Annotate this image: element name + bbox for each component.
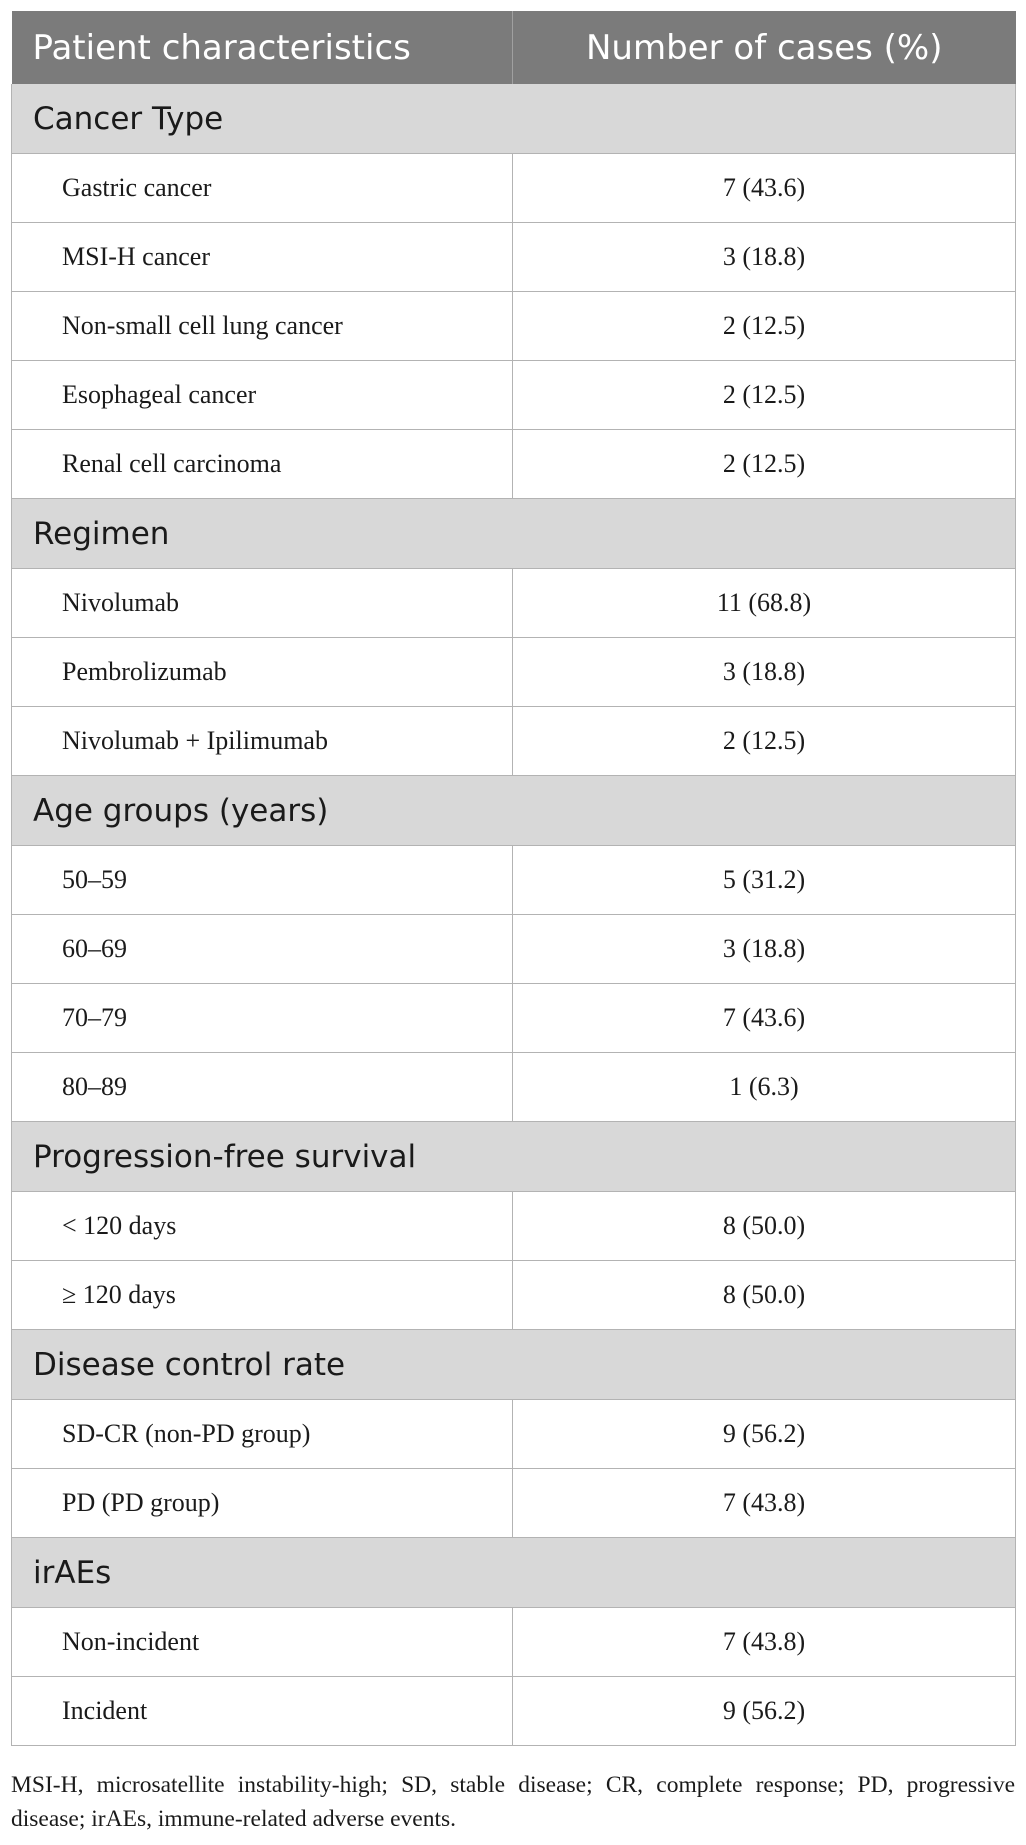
table-row xyxy=(12,1608,1016,1677)
group-row xyxy=(12,1538,1016,1608)
group-row xyxy=(12,1330,1016,1400)
row-label: 60–69 xyxy=(12,915,513,984)
row-value: 9 (56.2) xyxy=(513,1677,1016,1746)
table-row xyxy=(12,223,1016,292)
header-patient-characteristics: Patient characteristics xyxy=(12,11,513,84)
row-label: Non-small cell lung cancer xyxy=(12,292,513,361)
group-title: Cancer Type xyxy=(12,84,1016,154)
row-value: 2 (12.5) xyxy=(513,707,1016,776)
table-row xyxy=(12,154,1016,223)
group-title: Regimen xyxy=(12,499,1016,569)
table-body xyxy=(12,84,1016,1746)
group-row xyxy=(12,84,1016,154)
table-row xyxy=(12,846,1016,915)
table-row xyxy=(12,430,1016,499)
row-label: Incident xyxy=(12,1677,513,1746)
row-label: Nivolumab xyxy=(12,569,513,638)
row-value: 8 (50.0) xyxy=(513,1192,1016,1261)
row-label: Renal cell carcinoma xyxy=(12,430,513,499)
row-value: 7 (43.6) xyxy=(513,984,1016,1053)
row-label: MSI-H cancer xyxy=(12,223,513,292)
row-label: 70–79 xyxy=(12,984,513,1053)
header-number-of-cases: Number of cases (%) xyxy=(513,11,1016,84)
table-footnote: MSI-H, microsatellite instability-high; SD, stable disease; CR, complete response; PD, progressive disease; irAEs, immune-related adverse events. xyxy=(11,1772,1015,1832)
row-value: 2 (12.5) xyxy=(513,361,1016,430)
row-label: Gastric cancer xyxy=(12,154,513,223)
row-label: 50–59 xyxy=(12,846,513,915)
table-row xyxy=(12,1192,1016,1261)
row-value: 2 (12.5) xyxy=(513,430,1016,499)
patient-characteristics-table xyxy=(11,11,1016,1746)
row-value: 3 (18.8) xyxy=(513,915,1016,984)
table-row xyxy=(12,1053,1016,1122)
row-value: 11 (68.8) xyxy=(513,569,1016,638)
table-row xyxy=(12,1469,1016,1538)
row-value: 7 (43.8) xyxy=(513,1608,1016,1677)
table-header xyxy=(12,11,1016,84)
row-label: Pembrolizumab xyxy=(12,638,513,707)
row-value: 3 (18.8) xyxy=(513,638,1016,707)
table-row xyxy=(12,984,1016,1053)
table-row xyxy=(12,1400,1016,1469)
row-value: 7 (43.6) xyxy=(513,154,1016,223)
row-label: PD (PD group) xyxy=(12,1469,513,1538)
row-value: 7 (43.8) xyxy=(513,1469,1016,1538)
row-label: < 120 days xyxy=(12,1192,513,1261)
row-value: 3 (18.8) xyxy=(513,223,1016,292)
table-row xyxy=(12,707,1016,776)
row-label: 80–89 xyxy=(12,1053,513,1122)
table-row xyxy=(12,292,1016,361)
row-label: Esophageal cancer xyxy=(12,361,513,430)
table-row xyxy=(12,1261,1016,1330)
group-title: Progression-free survival xyxy=(12,1122,1016,1192)
group-row xyxy=(12,776,1016,846)
characteristics-table-container xyxy=(11,11,1015,1746)
row-value: 2 (12.5) xyxy=(513,292,1016,361)
group-row xyxy=(12,499,1016,569)
table-row xyxy=(12,361,1016,430)
group-title: Age groups (years) xyxy=(12,776,1016,846)
row-label: ≥ 120 days xyxy=(12,1261,513,1330)
row-value: 1 (6.3) xyxy=(513,1053,1016,1122)
group-title: irAEs xyxy=(12,1538,1016,1608)
group-row xyxy=(12,1122,1016,1192)
header-row xyxy=(12,11,1016,84)
row-label: SD-CR (non-PD group) xyxy=(12,1400,513,1469)
table-row xyxy=(12,915,1016,984)
table-row xyxy=(12,1677,1016,1746)
group-title: Disease control rate xyxy=(12,1330,1016,1400)
row-label: Nivolumab + Ipilimumab xyxy=(12,707,513,776)
row-value: 5 (31.2) xyxy=(513,846,1016,915)
table-row xyxy=(12,569,1016,638)
row-label: Non-incident xyxy=(12,1608,513,1677)
table-row xyxy=(12,638,1016,707)
row-value: 9 (56.2) xyxy=(513,1400,1016,1469)
row-value: 8 (50.0) xyxy=(513,1261,1016,1330)
